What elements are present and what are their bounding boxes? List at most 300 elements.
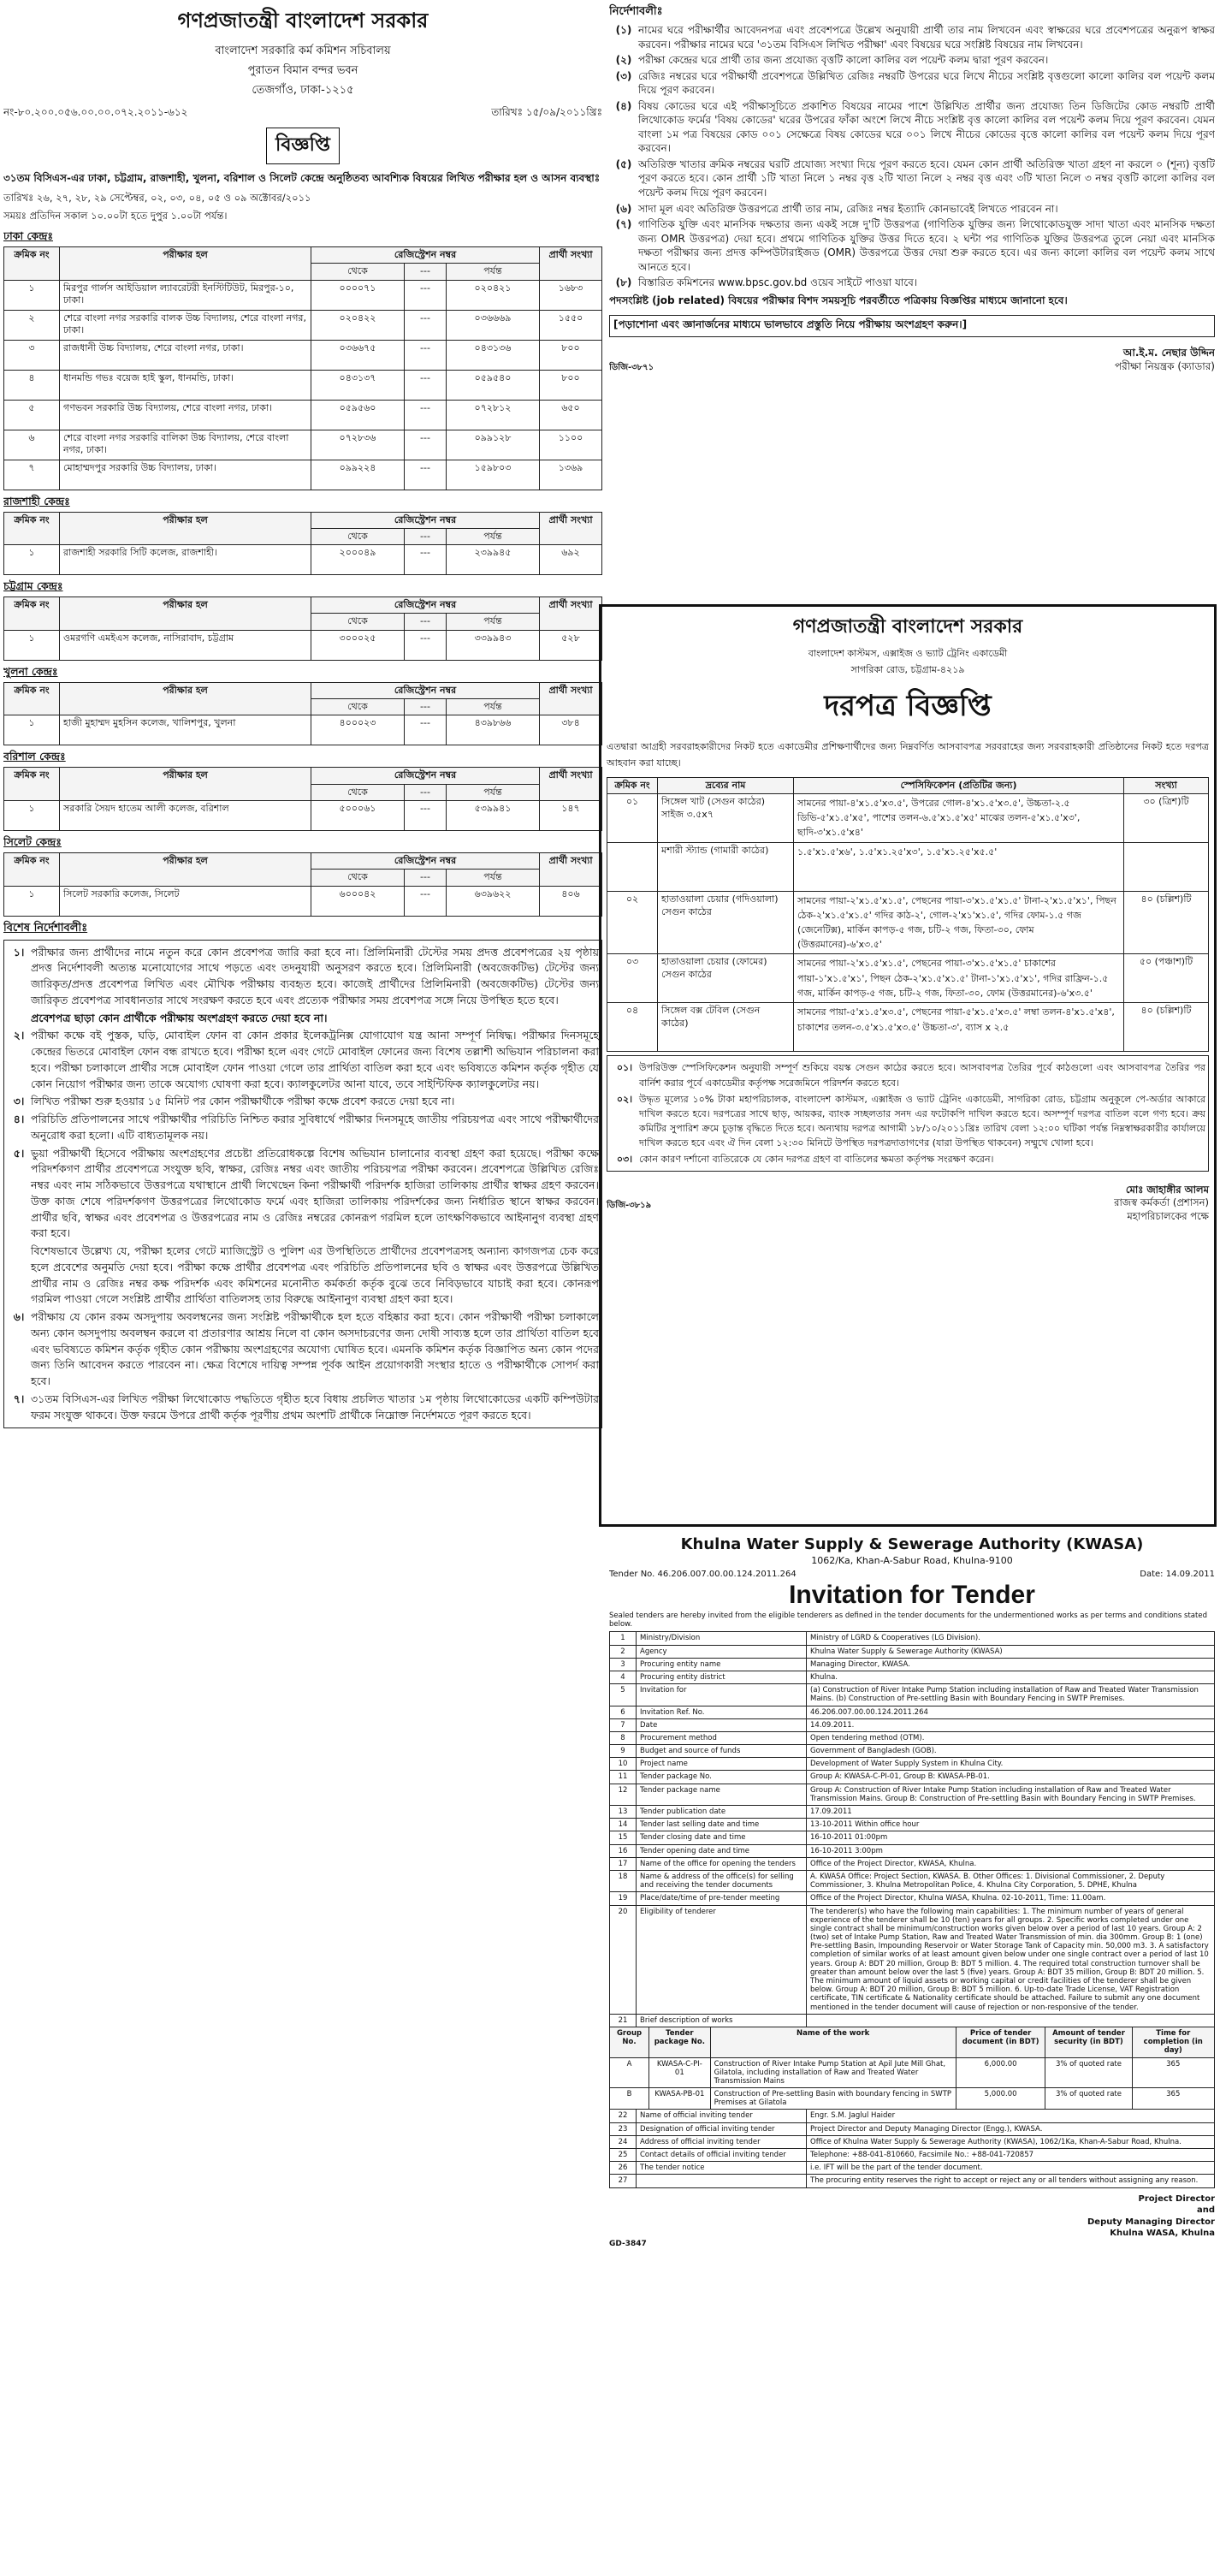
cell-from: ৪০০০২৩	[311, 715, 405, 745]
works-cell-w: Construction of Pre-settling Basin with boundary fencing in SWTP Premises at Gilatola	[710, 2088, 956, 2110]
cell-value: 13-10-2011 Within office hour	[807, 1819, 1215, 1831]
kwasa-date: Date: 14.09.2011	[1140, 1570, 1215, 1579]
item-number: ১।	[13, 945, 25, 959]
works-col-header: Name of the work	[710, 2027, 956, 2057]
cell-value: The tenderer(s) who have the following main capabilities: 1. The minimum number of years of general experience of the tenderer shall be 10 (ten) years for all groups. 2. Specific works completed under one single contract shall be minimum/construction works given below over a period of last 10 years. Group A: 2 (two) set of Intake Pump Station, Raw and Treated Water Transmission of min. dia 300mm. Group B: 1 (one) Pre-settling Basin, Impounding Reservoir or Water Storage Tank of Capacity min. 50,000 m3. 3. A satisfactory completion of similar works of at least amount given below under one single contract over a period of last 10 years. Group A: BDT 20 million, Group B: BDT 5 million. 4. The required total construction turnover shall be greater than amount below over the last 5 (five) years. Group A: BDT 35 million, Group B: BDT 20 million. 5. The minimum amount of liquid assets or working capital or credit facilities of the tenderer shall be given below. Group A: BDT 20 million, Group B: BDT 5 million. 6. Up-to-date Trade License, VAT Registration certificate, TIN certificate & Nationality certificate should be attached. Failure to submit any one document mentioned in the tender document will cause of rejection or non-responsive of the tender.	[807, 1905, 1215, 2014]
center-table	[3, 512, 602, 576]
item-number: ০২।	[616, 1093, 633, 1105]
item-number: ০৩।	[616, 1153, 633, 1165]
item-number: (৬)	[615, 202, 632, 215]
cell-serial: ৩	[4, 340, 60, 370]
cell-count: ৫২৮	[540, 630, 602, 660]
cell-qty	[1124, 843, 1209, 892]
cell-spec: সামনের পায়া-৪'x১.৫'x৩.৫', উপরের গোল-৪'x১.৫'x৩.৫', উচ্চতা-২.৫ ডিভি-৫'x১.৫'x৫', পাশের তলন-৬.৫'x১.৫'x৫' মাঝের তলন-৫'x১.৫'x৩', ছাদি-৩'x১.৫'x৪'	[794, 794, 1124, 843]
cell-sl	[607, 843, 658, 892]
works-col-header: Group No.	[610, 2027, 649, 2057]
cell-no: 21	[610, 2014, 637, 2027]
cell-from: ০৯৯২২৪	[311, 460, 405, 490]
table-row	[4, 545, 602, 575]
exam-centers	[3, 229, 602, 917]
th-from: থেকে	[311, 784, 405, 800]
table-row	[610, 1892, 1215, 1905]
cell-no: 25	[610, 2149, 637, 2162]
cell-no: 4	[610, 1671, 637, 1683]
table-row	[4, 370, 602, 400]
table-row	[610, 2014, 1215, 2027]
cell-key	[637, 2175, 807, 2187]
th-dash: ---	[405, 264, 447, 280]
special-instructions	[3, 940, 602, 1429]
item-text: সাদা মূল এবং অতিরিক্ত উত্তরপত্রে প্রার্থী তার নাম, রেজিঃ নম্বর ইত্যাদি কোনভাবেই লিখতে পারবেন না।	[638, 202, 1058, 215]
th-to: পর্যন্ত	[447, 614, 540, 630]
kwasa-title: Invitation for Tender	[789, 1581, 1035, 1609]
customs-code: ডিজি-৩৮১৯	[607, 1201, 652, 1211]
cell-to: ৫৩৯৯৪১	[447, 800, 540, 830]
cell-key: Address of official inviting tender	[637, 2135, 807, 2148]
instructions-list	[609, 23, 1215, 290]
cell-no: 13	[610, 1806, 637, 1819]
table-row	[610, 1731, 1215, 1744]
cell-key: Designation of official inviting tender	[637, 2122, 807, 2135]
bpsc-line3: তেজগাঁও, ঢাকা-১২১৫	[252, 84, 354, 97]
table-row	[610, 2088, 1215, 2110]
th-hall: পরীক্ষার হল	[60, 768, 311, 801]
cell-from: ০০০০৭১	[311, 280, 405, 310]
bpsc-instructions-right	[609, 3, 1215, 601]
center-name: রাজশাহী কেন্দ্রঃ	[3, 494, 70, 507]
item-text: পরীক্ষার জন্য প্রার্থীদের নামে নতুন করে কোন প্রবেশপত্র জারি করা হবে না। প্রিলিমিনারী টেস্টের সময় প্রদত্ত প্রবেশপত্রের ২য় পৃষ্ঠায় প্রদত্ত নির্দেশাবলী অত্যন্ত মনোযোগের সাথে পড়তে এবং তদনুযায়ী অনুসরণ করতে হবে। প্রিলিমিনারী (অবজেকটিভ) টেস্টের জন্য জারিকৃত/প্রদত্ত প্রবেশপত্র লিখিত এবং মৌখিক পরীক্ষায় ব্যবহৃত হবে। কাজেই প্রার্থীদের প্রিলিমিনারী (অবজেকটিভ) টেস্টের জন্য জারিকৃত প্রবেশপত্র সাবধানতার সাথে সংরক্ষণ করতে হবে এবং প্রত্যেক পরীক্ষার সময় প্রবেশপত্র সঙ্গে নিয়ে উপস্থিত হতে হবে।	[31, 945, 599, 1006]
cell-value: Group A: KWASA-C-PI-01, Group B: KWASA-PB-01.	[807, 1771, 1215, 1784]
cell-value: Managing Director, KWASA.	[807, 1658, 1215, 1671]
cell-value: Project Director and Deputy Managing Director (Engg.), KWASA.	[807, 2122, 1215, 2135]
customs-intro: এতদ্বারা আগ্রহী সরবরাহকারীদের নিকট হতে একাডেমীর প্রশিক্ষণার্থীদের জন্য নিম্নবর্ণিত আসবাবপত্র সরবরাহের জন্য সরবরাহকারী প্রতিষ্ঠানের নিকট হতে দরপত্র আহবান করা যাচ্ছে।	[607, 741, 1209, 769]
kwasa-tender-no: Tender No. 46.206.007.00.00.124.2011.264	[609, 1570, 797, 1579]
cell-serial: ১	[4, 800, 60, 830]
works-cell-g: B	[610, 2088, 649, 2110]
cell-dash: ---	[405, 460, 447, 490]
th-reg: রেজিস্ট্রেশন নম্বর	[311, 768, 540, 784]
item-text: উদ্ধৃত মূল্যের ১০% টাকা মহাপরিচালক, বাংলাদেশ কাস্টমস, এক্সাইজ ও ভ্যাট ট্রেনিং একাডেমী, সাগরিকা রোড, চট্টগ্রাম অনুকূলে পে-অর্ডার আকারে দাখিল করতে হবে। দরপত্রের সাথে ছাড়, আয়কর, ব্যাংক সচ্ছলতার সনদ এর ফটোকপি দাখিল করতে হবে। অসম্পূর্ণ দরপত্র বাতিল বলে গণ্য হবে। ক্রয় কমিটির সুপারিশ ক্রমে চূড়ান্ত বৃদ্ধিতে দিতে হবে। অন্যথায় দরপত্র আগামী ১৮/১০/২০১১খ্রিঃ তারিখ বেলা ১২:০০ ঘটিকা পর্যন্ত নিম্নস্বাক্ষরকারীর কার্যালয়ে দাখিল করতে হবে এবং ঐ দিন বেলা ১২:৩০ মিনিটে উপস্থিত দরপত্রদাতাগণের (যারা উপস্থিত থাকবেন) সম্মুখে খোলা হবে।	[639, 1093, 1205, 1149]
th-serial: ক্রমিক নং	[4, 597, 60, 631]
th-to: পর্যন্ত	[447, 264, 540, 280]
cell-from: ০২০৪২২	[311, 310, 405, 340]
works-cell-w: Construction of River Intake Pump Station at Apil Jute Mill Ghat, Gilatola, including installation of Raw and Treated Water Transmission Mains	[710, 2057, 956, 2088]
cell-value: Development of Water Supply System in Khulna City.	[807, 1758, 1215, 1771]
customs-signer-title2: মহাপরিচালকের পক্ষে	[1127, 1209, 1209, 1222]
kwasa-signer-line: Deputy Managing Director	[1087, 2217, 1215, 2227]
item-number: ২।	[13, 1029, 25, 1042]
cell-spec: সামনের পায়া-২'x১.৫'x১.৫', পেছনের পায়া-৩'x১.৫'x১.৫' চাকাশের পায়া-১'x১.৫'x১', পিছন ঠেক-২'x১.৫'x১.৫' টানা-১'x১.৫'x১', গদির রাফ্রিন-১.৫ গজ, মার্কিন কাপড়-৫ গজ, চটি-২ গজ, ফিতা-৩০, ফোম (উত্তরমানের)-৬'x৩.৫'	[794, 954, 1124, 1003]
th-from: থেকে	[311, 870, 405, 886]
item-text: পরীক্ষায় যে কোন রকম অসদুপায় অবলম্বনের জন্য সংশ্লিষ্ট পরীক্ষার্থীকে হল হতে বহিষ্কার করা হবে। কোন পরীক্ষার্থী পরীক্ষা চলাকালে অন্য কোন অসদুপায় অবলম্বন করলে বা প্রতারণার আশ্রয় নিলে বা কোন অসদাচরণের জন্য দোষী সাব্যস্ত হলে তার প্রার্থিতা বাতিল হবে এবং ভবিষ্যতে কমিশন কর্তৃক গৃহীত কোন পরীক্ষায় অংশগ্রহণের অযোগ্য ঘোষিত হবে। এমনকি কমিশন কর্তৃক বিজ্ঞাপিত অন্য কোন পদের জন্য তিনি আবেদন করতে পারবেন না। ক্ষেত্র বিশেষে দায়িত্ব সম্পন্ন পূর্বক আইন প্রয়োগকারী সংস্থার হাতে ও পরীক্ষার্থীকে সোপর্দ করা হবে।	[31, 1310, 599, 1388]
cell-count: ৬৯২	[540, 545, 602, 575]
cell-key: Invitation Ref. No.	[637, 1706, 807, 1718]
list-item	[609, 157, 1215, 200]
bpsc-notice-title: বিজ্ঞপ্তি	[266, 128, 340, 164]
th-serial: ক্রমিক নং	[4, 682, 60, 715]
list-item	[609, 217, 1215, 274]
cell-no: 27	[610, 2175, 637, 2187]
kwasa-signer-line: and	[1196, 2205, 1215, 2216]
item-text: নামের ঘরে পরীক্ষার্থীর আবেদনপত্র এবং প্রবেশপত্রে উল্লেখ অনুযায়ী প্রার্থী তার নাম লিখবেন এবং স্বাক্ষরের ঘরে প্রবেশপত্রের অনুরূপ স্বাক্ষর করবেন। পরীক্ষার নামের ঘরে '৩১তম বিসিএস লিখিত পরীক্ষা' এবং বিষয়ের ঘরে সংশ্লিষ্ট বিষয়ের নাম লিখবেন।	[638, 24, 1215, 50]
cell-count: ১১০০	[540, 430, 602, 460]
item-number: (৩)	[615, 69, 632, 82]
cell-value: 14.09.2011.	[807, 1718, 1215, 1731]
customs-tender	[599, 604, 1217, 1527]
customs-terms	[607, 1055, 1209, 1171]
table-row	[610, 1758, 1215, 1771]
cell-no: 26	[610, 2162, 637, 2175]
th-hall: পরীক্ষার হল	[60, 682, 311, 715]
cell-value: The procuring entity reserves the right to accept or reject any or all tenders without assigning any reason.	[807, 2175, 1215, 2187]
cell-no: 19	[610, 1892, 637, 1905]
table-row	[610, 1718, 1215, 1731]
center-name: সিলেট কেন্দ্রঃ	[3, 834, 62, 848]
cell-value: (a) Construction of River Intake Pump Station including installation of Raw and Treated Water Transmission Mains. (b) Construction of Pre-settling Basin with Boundary Fencing in SWTP Premises.	[807, 1684, 1215, 1706]
cell-value: Telephone: +88-041-810660, Facsimile No.: +88-041-720857	[807, 2149, 1215, 2162]
item-number: ৬।	[13, 1310, 25, 1324]
kwasa-works-table	[609, 2027, 1215, 2110]
table-row	[610, 1870, 1215, 1891]
th-hall: পরীক্ষার হল	[60, 512, 311, 545]
works-cell-sec: 3% of quoted rate	[1045, 2057, 1132, 2088]
cell-count: ৪০৬	[540, 886, 602, 916]
th-dash: ---	[405, 784, 447, 800]
table-row	[607, 892, 1209, 954]
works-cell-p: KWASA-C-PI-01	[649, 2057, 711, 2088]
cell-serial: ৬	[4, 430, 60, 460]
table-row	[610, 1658, 1215, 1671]
cell-no: 16	[610, 1844, 637, 1857]
customs-line1: বাংলাদেশ কাস্টমস, এক্সাইজ ও ভ্যাট ট্রেনিং একাডেমী	[808, 648, 1008, 659]
list-item	[7, 1243, 599, 1308]
th-serial: ক্রমিক নং	[4, 512, 60, 545]
cell-to: ০৯৯১২৮	[447, 430, 540, 460]
item-number: (৪)	[615, 99, 632, 112]
job-related-note: পদসংশ্লিষ্ট (job related) বিষয়ের পরীক্ষার বিশদ সময়সূচি পরবর্তীতে পত্রিকায় বিজ্ঞপ্তির মাধ্যমে জানানো হবে।	[609, 294, 1068, 306]
cell-no: 15	[610, 1831, 637, 1844]
cell-serial: ১	[4, 886, 60, 916]
list-item	[7, 1094, 599, 1110]
bpsc-signer-title: পরীক্ষা নিয়ন্ত্রক (ক্যাডার)	[1114, 360, 1215, 373]
cell-qty: ৪০ (চল্লিশ)টি	[1124, 1003, 1209, 1052]
cell-serial: ৫	[4, 400, 60, 430]
table-row	[610, 2162, 1215, 2175]
th-reg: রেজিস্ট্রেশন নম্বর	[311, 512, 540, 528]
center-name: খুলনা কেন্দ্রঃ	[3, 664, 58, 678]
cell-to: ০৭২৮১২	[447, 400, 540, 430]
cell-serial: ২	[4, 310, 60, 340]
cell-from: ০৪৩১৩৭	[311, 370, 405, 400]
list-item	[7, 1146, 599, 1243]
item-text: লিখিত পরীক্ষা শুরু হওয়ার ১৫ মিনিট পর কোন পরীক্ষার্থীকে পরীক্ষা কক্ষে প্রবেশ করতে দেয়া হবে না।	[31, 1095, 455, 1108]
cell-no: 10	[610, 1758, 637, 1771]
bpsc-date: তারিখঃ ১৫/০৯/২০১১খ্রিঃ	[491, 106, 602, 118]
bpsc-memo-no: নং-৮০.২০০.০৫৬.০০.০০.০৭২.২০১১-৬১২	[3, 106, 188, 118]
item-text: পরীক্ষা কক্ষে বই পুস্তক, ঘড়ি, মোবাইল ফোন বা কোন প্রকার ইলেকট্রনিক্স যোগাযোগ যন্ত্র আনা সম্পূর্ণ নিষিদ্ধ। পরীক্ষার দিনসমূহে কেন্দ্রের ভিতরে মোবাইল ফোন বন্ধ রাখতে হবে। পরীক্ষা হলে এবং গেটে মোবাইল ফোনের জন্য বিশেষ তল্লাশী অভিযান পরিচালনা করা হবে। পরীক্ষা চলাকালে প্রার্থীর সঙ্গে মোবাইল ফোন পাওয়া গেলে তার প্রার্থিতা বাতিল করা হবে এবং ভবিষ্যতে কমিশন কর্তৃক গৃহীত যে কোন নিয়োগ পরীক্ষার জন্য তাকে অযোগ্য ঘোষণা করা হবে। ক্যালকুলেটর আনা যাবে, তবে সাইন্টিফিক ক্যালকুলেটর নয়।	[31, 1029, 599, 1090]
cell-spec: ১.৫'x১.৫'x৬', ১.৫'x১.২৫'x৩', ১.৫'x১.২৫'x৫.৫'	[794, 843, 1124, 892]
kwasa-tender	[609, 1535, 1215, 2573]
cell-no: 5	[610, 1684, 637, 1706]
cell-serial: ১	[4, 630, 60, 660]
cell-key: Contact details of official inviting tender	[637, 2149, 807, 2162]
item-text: অতিরিক্ত খাতার ক্রমিক নম্বরের ঘরটি প্রযোজ্য সংখ্যা দিয়ে পূরণ করতে হবে। যেমন কোন প্রার্থী অতিরিক্ত খাতা গ্রহণ না করলে ০ (শূন্য) বৃত্তটি পূরণ করতে হবে। কোন প্রার্থী ১টি খাতা নিলে ১ নম্বর বৃত্ত ২টি খাতা নিলে ২ নম্বর বৃত্ত এবং ৩টি খাতা নিলে ৩ নম্বর বৃত্তটি কালো কালির বল পয়েন্ট কলম দিয়ে পূরণ করবেন।	[638, 157, 1215, 199]
table-row	[610, 1844, 1215, 1857]
customs-line2: সাগরিকা রোড, চট্টগ্রাম-৪২১৯	[850, 664, 965, 675]
th-reg: রেজিস্ট্রেশন নম্বর	[311, 682, 540, 698]
th-hall: পরীক্ষার হল	[60, 247, 311, 281]
cell-spec: সামনের পায়া-৫'x১.৫'x৩.৫', পেছনের পায়া-৫'x১.৫'x৩.৫' লম্বা তলন-৪'x১.৫'x৪', চাকাশের তলন-৩.৫'x১.৫'x৩.৫' উচ্চতা-৩', ব্যাস x ২.৫	[794, 1003, 1124, 1052]
cell-serial: ১	[4, 280, 60, 310]
cell-count: ৬৫০	[540, 400, 602, 430]
item-text: গাণিতিক যুক্তি এবং মানসিক দক্ষতার জন্য একই সঙ্গে দু'টি উত্তরপত্র (গাণিতিক যুক্তির জন্য লিথোকোডযুক্ত সাদা খাতা এবং মানসিক দক্ষতা জন্য OMR উত্তরপত্র) দেয়া হবে। প্রথমে গাণিতিক যুক্তির উত্তর দিতে হবে। ২ ঘন্টা পর গাণিতিক যুক্তির উত্তরপত্র তুলে নেয়া এবং মানসিক দক্ষতা পরীক্ষার জন্য প্রদত্ত কম্পিউটারাইজড (OMR) উত্তরপত্রে উত্তর দেয়া শুরু করতে হবে। এর জন্য কালো কালির বল পয়েন্ট কলম সাথে আনতে হবে।	[638, 218, 1215, 273]
item-number	[7, 1243, 31, 1308]
item-text: কোন কারণ দর্শানো ব্যতিরেকে যে কোন দরপত্র গ্রহণ বা বাতিলের ক্ষমতা কর্তৃপক্ষ সংরক্ষণ করেন।	[639, 1153, 994, 1165]
cell-dash: ---	[405, 310, 447, 340]
cell-qty: ৫০ (পঞ্চাশ)টি	[1124, 954, 1209, 1003]
cell-dash: ---	[405, 886, 447, 916]
cell-no: 18	[610, 1870, 637, 1891]
table-row	[610, 1684, 1215, 1706]
cell-from: ২০০০৪৯	[311, 545, 405, 575]
cell-hall: শেরে বাংলা নগর সরকারি বালক উচ্চ বিদ্যালয়, শেরে বাংলা নগর, ঢাকা।	[60, 310, 311, 340]
table-row	[607, 1003, 1209, 1052]
cell-serial: ৪	[4, 370, 60, 400]
cell-item: মশারী স্ট্যান্ড (গামারী কাঠের)	[658, 843, 794, 892]
center-name: ঢাকা কেন্দ্রঃ	[3, 229, 54, 242]
center-table	[3, 597, 602, 661]
kwasa-org: Khulna Water Supply & Sewerage Authority (KWASA)	[680, 1535, 1144, 1553]
cell-key: Ministry/Division	[637, 1632, 807, 1645]
table-row	[4, 400, 602, 430]
th-reg: রেজিস্ট্রেশন নম্বর	[311, 247, 540, 264]
table-row	[4, 430, 602, 460]
cell-key: Budget and source of funds	[637, 1745, 807, 1758]
kwasa-table	[609, 1631, 1215, 2027]
table-row	[4, 310, 602, 340]
cell-sl: ০১	[607, 794, 658, 843]
works-cell-time: 365	[1132, 2057, 1214, 2088]
list-item	[7, 1392, 599, 1424]
cell-value: Government of Bangladesh (GOB).	[807, 1745, 1215, 1758]
cell-no: 3	[610, 1658, 637, 1671]
cell-key: Tender opening date and time	[637, 1844, 807, 1857]
kwasa-signer	[609, 2193, 1215, 2240]
cell-no: 22	[610, 2110, 637, 2122]
item-text: রেজিঃ নম্বরের ঘরে পরীক্ষার্থী প্রবেশপত্রে উল্লিখিত রেজিঃ নম্বরটি উপরের ঘরে লিখে নীচের সংশ্লিষ্ট বৃত্তগুলো কালো কালির বল পয়েন্ট কলম দিয়ে পূরণ করবেন।	[638, 69, 1215, 97]
th-reg: রেজিস্ট্রেশন নম্বর	[311, 597, 540, 614]
cell-key: Invitation for	[637, 1684, 807, 1706]
center-table	[3, 852, 602, 917]
list-item	[609, 202, 1215, 217]
cell-hall: ধানমন্ডি গভঃ বয়েজ হাই স্কুল, ধানমন্ডি, ঢাকা।	[60, 370, 311, 400]
bpsc-dates: তারিখঃ ২৬, ২৭, ২৮, ২৯ সেপ্টেম্বর, ০২, ০৩, ০৪, ০৫ ও ০৯ অক্টোবর/২০১১	[3, 192, 311, 204]
cell-key: Brief description of works	[637, 2014, 807, 2027]
cell-key: Procuring entity district	[637, 1671, 807, 1683]
list-item	[7, 1028, 599, 1092]
cell-value: 16-10-2011 01:00pm	[807, 1831, 1215, 1844]
th-from: থেকে	[311, 699, 405, 715]
cell-value: 16-10-2011 3:00pm	[807, 1844, 1215, 1857]
cell-no: 8	[610, 1731, 637, 1744]
item-number	[7, 1011, 31, 1027]
cell-serial: ১	[4, 715, 60, 745]
cell-no: 12	[610, 1784, 637, 1805]
cell-no: 2	[610, 1645, 637, 1658]
cell-value: Khulna.	[807, 1671, 1215, 1683]
th-count: প্রার্থী সংখ্যা	[540, 597, 602, 631]
cell-dash: ---	[405, 715, 447, 745]
list-item	[609, 23, 1215, 51]
list-item	[609, 276, 1215, 290]
col-qty: সংখ্যা	[1124, 778, 1209, 794]
bpsc-line2: পুরাতন বিমান বন্দর ভবন	[247, 64, 358, 77]
cell-key: Name of official inviting tender	[637, 2110, 807, 2122]
item-text: ৩১তম বিসিএস-এর লিখিত পরীক্ষা লিথোকোড পদ্ধতিতে গৃহীত হবে বিধায় প্রচলিত খাতার ১ম পৃষ্ঠায় লিথোকোডের একটি কম্পিউটার ফরম সংযুক্ত থাকবে। উক্ত ফরমে উপরে প্রার্থী কর্তৃক পূরণীয় প্রথম অংশটি প্রার্থীকে নিম্নোক্ত নির্দেশমতে পূরণ করতে হবে।	[31, 1392, 599, 1422]
col-item: দ্রব্যের নাম	[658, 778, 794, 794]
th-count: প্রার্থী সংখ্যা	[540, 852, 602, 886]
cell-no: 11	[610, 1771, 637, 1784]
th-to: পর্যন্ত	[447, 528, 540, 544]
table-row	[607, 843, 1209, 892]
kwasa-signer-line: Khulna WASA, Khulna	[1110, 2229, 1215, 2239]
works-cell-time: 365	[1132, 2088, 1214, 2110]
item-number: ৩।	[13, 1095, 25, 1108]
cell-key: Name & address of the office(s) for selling and receiving the tender documents	[637, 1870, 807, 1891]
table-row	[607, 954, 1209, 1003]
cell-count: ১৪৭	[540, 800, 602, 830]
th-count: প্রার্থী সংখ্যা	[540, 512, 602, 545]
cell-item: হাতাওয়ালা চেয়ার (ফোমের) সেগুন কাঠের	[658, 954, 794, 1003]
cell-sl: ০৪	[607, 1003, 658, 1052]
cell-to: ২৩৯৯৪৫	[447, 545, 540, 575]
th-serial: ক্রমিক নং	[4, 768, 60, 801]
bpsc-code: ডিজি-৩৮৭১	[609, 363, 654, 373]
closing-note: [পড়াশোনা এবং জ্ঞানার্জনের মাধ্যমে ভালভাবে প্রস্তুতি নিয়ে পরীক্ষায় অংশগ্রহণ করুন।]	[609, 315, 1215, 337]
cell-item: সিঙ্গেল বক্স টেবিল (সেগুন কাঠের)	[658, 1003, 794, 1052]
cell-key: Tender package No.	[637, 1771, 807, 1784]
cell-value: i.e. IFT will be the part of the tender document.	[807, 2162, 1215, 2175]
bpsc-line1: বাংলাদেশ সরকারি কর্ম কমিশন সচিবালয়	[215, 45, 391, 57]
cell-sl: ০৩	[607, 954, 658, 1003]
cell-dash: ---	[405, 545, 447, 575]
cell-from: ৬০০০৪২	[311, 886, 405, 916]
item-text: ভুয়া পরীক্ষার্থী হিসেবে পরীক্ষায় অংশগ্রহণের প্রচেষ্টা প্রতিরোধকল্পে বিশেষ অভিযান চালানোর ব্যবস্থা গ্রহণ করা হয়েছে। পরীক্ষা কক্ষে পরিদর্শকগণ প্রার্থীর প্রবেশপত্রে সংযুক্ত ছবি, স্বাক্ষর, রেজিঃ নম্বর এবং জাতীয় পরিচয়পত্র পরীক্ষা করবেন। প্রবেশপত্রে উল্লিখিত রেজিঃ নম্বর এবং নাম সঠিকভাবে উত্তরপত্রে যথাস্থানে প্রার্থী লিখেছেন কিনা পরীক্ষার্থী পরিদর্শক হাজিরা তালিকায় প্রার্থীর স্বাক্ষর গ্রহণ করবেন। উক্ত কাজ শেষে পরিদর্শকগণ উত্তরপত্রের লিথোকোড ফর্মে এবং হাজিরা তালিকায় পরিদর্শকের জন্য নির্ধারিত স্থানে স্বাক্ষর করবেন। প্রার্থীর ছবি, স্বাক্ষর এবং প্রবেশপত্র ও উত্তরপত্রের নাম ও রেজিঃ নম্বরের কোনরূপ গরমিল হলে তাৎক্ষণিকভাবে আইনানুগ ব্যবস্থা গ্রহণ করা হবে।	[31, 1146, 599, 1240]
list-item	[609, 69, 1215, 98]
table-row	[4, 280, 602, 310]
cell-no: 1	[610, 1632, 637, 1645]
th-reg: রেজিস্ট্রেশন নম্বর	[311, 852, 540, 869]
cell-count: ১৬৮৩	[540, 280, 602, 310]
table-row	[4, 886, 602, 916]
list-item	[7, 1112, 599, 1144]
customs-tender-title: দরপত্র বিজ্ঞপ্তি	[824, 689, 992, 723]
cell-item: হাতাওয়ালা চেয়ার (গদিওয়ালা) সেগুন কাঠের	[658, 892, 794, 954]
instructions-title: নির্দেশাবলীঃ	[609, 5, 663, 18]
cell-to: ৩৩৯৯৪৩	[447, 630, 540, 660]
cell-no: 17	[610, 1857, 637, 1870]
cell-count: ১৫৫০	[540, 310, 602, 340]
th-count: প্রার্থী সংখ্যা	[540, 682, 602, 715]
cell-key: Tender publication date	[637, 1806, 807, 1819]
cell-key: Tender package name	[637, 1784, 807, 1805]
cell-from: ০৩৬৬৭৫	[311, 340, 405, 370]
cell-to: ০৪৩১৩৬	[447, 340, 540, 370]
table-row	[610, 1784, 1215, 1805]
th-dash: ---	[405, 614, 447, 630]
cell-value: Khulna Water Supply & Sewerage Authority (KWASA)	[807, 1645, 1215, 1658]
bpsc-signer-name: আ.ই.ম. নেছার উদ্দিন	[1122, 346, 1215, 359]
th-serial: ক্রমিক নং	[4, 247, 60, 281]
cell-dash: ---	[405, 800, 447, 830]
table-row	[607, 794, 1209, 843]
cell-key: Tender closing date and time	[637, 1831, 807, 1844]
list-item	[609, 53, 1215, 68]
works-cell-sec: 3% of quoted rate	[1045, 2088, 1132, 2110]
cell-key: Procuring entity name	[637, 1658, 807, 1671]
th-to: পর্যন্ত	[447, 784, 540, 800]
list-item	[609, 99, 1215, 156]
list-item	[7, 945, 599, 1009]
cell-value: 17.09.2011	[807, 1806, 1215, 1819]
cell-dash: ---	[405, 280, 447, 310]
cell-no: 9	[610, 1745, 637, 1758]
bpsc-gov-title: গণপ্রজাতন্ত্রী বাংলাদেশ সরকার	[177, 9, 429, 33]
th-count: প্রার্থী সংখ্যা	[540, 247, 602, 281]
table-row	[610, 2057, 1215, 2088]
cell-value: A. KWASA Office: Project Section, KWASA. B. Other Offices: 1. Divisional Commissioner, 2. Deputy Commissioner, 3. Khulna Metropolitan Police, 4. Khulna City Corporation, 5. DPHE, Khulna	[807, 1870, 1215, 1891]
table-row	[4, 340, 602, 370]
item-text: বিস্তারিত কমিশনের www.bpsc.gov.bd ওয়েব সাইটে পাওয়া যাবে।	[638, 276, 918, 289]
th-to: পর্যন্ত	[447, 699, 540, 715]
center-table	[3, 246, 602, 490]
table-row	[610, 2122, 1215, 2135]
center-name: বরিশাল কেন্দ্রঃ	[3, 750, 66, 763]
item-text: বিশেষভাবে উল্লেখ্য যে, পরীক্ষা হলের গেটে ম্যাজিস্ট্রেট ও পুলিশ এর উপস্থিতিতে প্রার্থীদের প্রবেশপত্রসহ অন্যান্য কাগজপত্র চেক করে হলে প্রবেশের অনুমতি দেয়া হবে। পরীক্ষা কক্ষে প্রার্থীর প্রবেশপত্র এবং পরিচিতি প্রতিপালনের ছবি ও স্বাক্ষর এবং উত্তরপত্রে উল্লিখিত প্রার্থীর নাম ও রেজিঃ নম্বর কক্ষ পরিদর্শক এবং কমিশনের মনোনীত কর্মকর্তা কর্তৃক বুঝে তবে নিবিড়ভাবে যাচাই করা হবে। কোনরূপ গরমিল পাওয়া গেলে সংশ্লিষ্ট প্রার্থীর প্রার্থিতা বাতিলসহ তার বিরুদ্ধে আইনানুগ ব্যবস্থা গ্রহণ করা হবে।	[31, 1244, 599, 1306]
table-row	[4, 800, 602, 830]
cell-key: The tender notice	[637, 2162, 807, 2175]
cell-item: সিঙ্গেল খাট (সেগুন কাঠের) সাইজ ৩.৫x৭	[658, 794, 794, 843]
item-number: (৭)	[615, 218, 632, 231]
cell-no: 6	[610, 1706, 637, 1718]
table-row	[610, 1645, 1215, 1658]
table-row	[610, 1806, 1215, 1819]
cell-value: Group A: Construction of River Intake Pump Station including installation of Raw and Treated Water Transmission Mains. Group B: Construction of Pre-settling Basin with Boundary Fencing in SWTP Premises.	[807, 1784, 1215, 1805]
cell-to: ১৫৯৮০৩	[447, 460, 540, 490]
cell-hall: মিরপুর গার্লস আইডিয়াল ল্যাবরেটরী ইনস্টিটিউট, মিরপুর-১০, ঢাকা।	[60, 280, 311, 310]
th-serial: ক্রমিক নং	[4, 852, 60, 886]
bpsc-time: সময়ঃ প্রতিদিন সকাল ১০.০০টা হতে দুপুর ১.০০টা পর্যন্ত।	[3, 210, 228, 222]
customs-items-table	[607, 777, 1209, 1052]
cell-hall: রাজশাহী সরকারি সিটি কলেজ, রাজশাহী।	[60, 545, 311, 575]
table-row	[610, 1857, 1215, 1870]
works-col-header: Amount of tender security (in BDT)	[1045, 2027, 1132, 2057]
cell-value: Open tendering method (OTM).	[807, 1731, 1215, 1744]
item-text: প্রবেশপত্র ছাড়া কোন প্রার্থীকে পরীক্ষায় অংশগ্রহণ করতে দেয়া হবে না।	[31, 1011, 328, 1024]
cell-from: ০৭২৮৩৬	[311, 430, 405, 460]
cell-key: Name of the office for opening the tenders	[637, 1857, 807, 1870]
cell-no: 20	[610, 1905, 637, 2014]
bpsc-notice-left	[3, 3, 602, 2571]
table-row	[610, 2135, 1215, 2148]
cell-hall: সরকারি সৈয়দ হাতেম আলী কলেজ, বরিশাল	[60, 800, 311, 830]
center-table	[3, 682, 602, 746]
cell-serial: ৭	[4, 460, 60, 490]
list-item	[610, 1152, 1205, 1166]
cell-value: Office of the Project Director, KWASA, Khulna.	[807, 1857, 1215, 1870]
cell-no: 23	[610, 2122, 637, 2135]
cell-from: ৫০০০৬১	[311, 800, 405, 830]
